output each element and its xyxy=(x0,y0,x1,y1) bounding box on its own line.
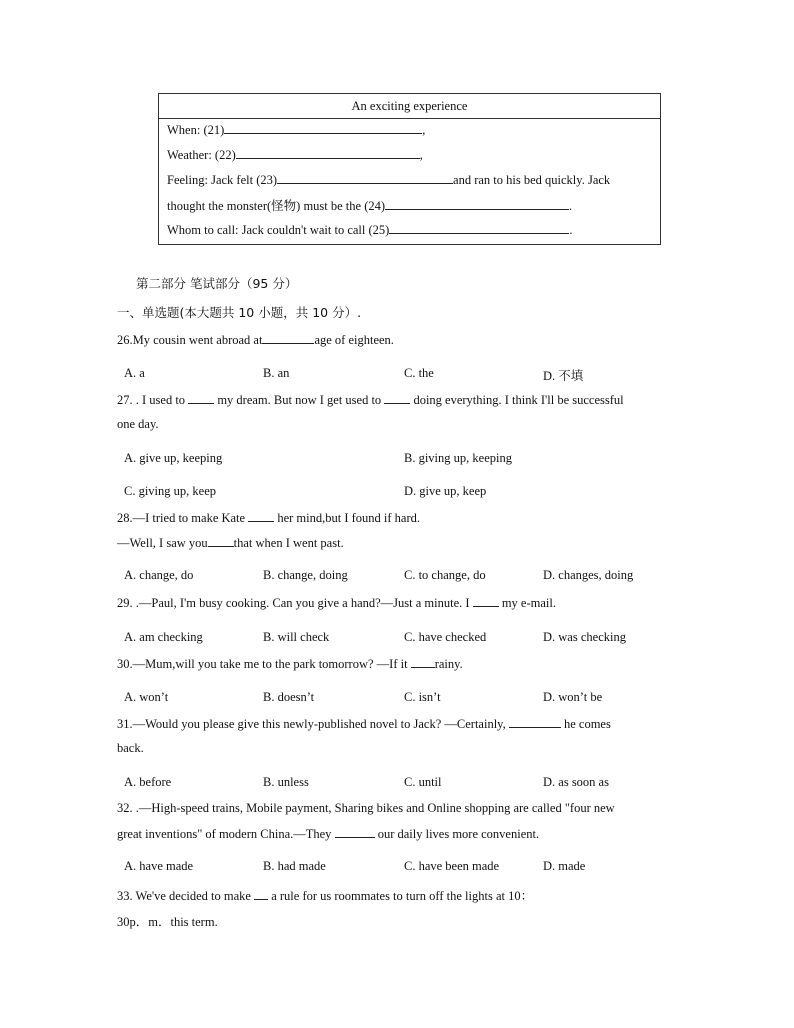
answer-blank-23[interactable] xyxy=(277,172,453,184)
question-31-stem xyxy=(117,716,611,732)
table-row-feeling-cont xyxy=(167,196,572,214)
q28-option-a[interactable]: A. change, do xyxy=(124,568,194,582)
stem-text: 33. We've decided to make xyxy=(117,889,251,903)
q30-option-c[interactable]: C. isn’t xyxy=(404,690,441,704)
question-27-stem xyxy=(117,392,624,408)
q27-option-b[interactable]: B. giving up, keeping xyxy=(404,451,512,465)
q29-option-a[interactable]: A. am checking xyxy=(124,630,203,644)
stem-text: 27. . I used to xyxy=(117,393,186,407)
q27-option-a[interactable]: A. give up, keeping xyxy=(124,451,223,465)
table-row-feeling xyxy=(167,172,610,188)
question-26-stem xyxy=(117,332,394,348)
q30-option-d[interactable]: D. won’t be xyxy=(543,690,603,704)
q32-option-b[interactable]: B. had made xyxy=(263,859,326,873)
question-28-stem xyxy=(117,510,420,526)
stem-text: my dream. But now I get used to xyxy=(217,393,382,407)
stem-text: age of eighteen. xyxy=(314,333,394,347)
row-label: When: (21) xyxy=(167,123,225,137)
stem-text: 29. .—Paul, I'm busy cooking. Can you give a hand?—Just a minute. I xyxy=(117,596,470,610)
question-32-stem: 32. .—High-speed trains, Mobile payment, Sharing bikes and Online shopping are called "four new xyxy=(117,801,615,815)
row-label: Whom to call: Jack couldn't wait to call (25) xyxy=(167,223,390,237)
experience-table xyxy=(158,93,661,245)
question-33-stem xyxy=(117,886,533,904)
q31-option-a[interactable]: A. before xyxy=(124,775,172,789)
stem-text: that when I went past. xyxy=(233,536,344,550)
stem-text: rainy. xyxy=(434,657,463,671)
stem-text: great inventions" of modern China.—They xyxy=(117,827,332,841)
question-28-stem-cont xyxy=(117,535,344,551)
answer-blank[interactable] xyxy=(248,510,274,522)
q32-option-c[interactable]: C. have been made xyxy=(404,859,500,873)
question-33-stem-cont: 30p．m．this term. xyxy=(117,915,218,929)
row-punct: . xyxy=(569,223,573,237)
stem-text: 28.—I tried to make Kate xyxy=(117,511,246,525)
answer-blank-22[interactable] xyxy=(236,147,420,159)
stem-text: 30.—Mum,will you take me to the park tomorrow? —If it xyxy=(117,657,408,671)
q26-option-d[interactable]: D. 不填 xyxy=(543,369,584,383)
question-29-stem xyxy=(117,595,556,611)
stem-text: doing everything. I think I'll be successful xyxy=(413,393,624,407)
question-32-stem-cont xyxy=(117,826,539,842)
q30-option-b[interactable]: B. doesn’t xyxy=(263,690,315,704)
stem-text: a rule for us roommates to turn off the lights at 10： xyxy=(271,889,534,903)
part2-heading: 第二部分 笔试部分（95 分） xyxy=(136,276,298,291)
row-label: Feeling: Jack felt (23) xyxy=(167,173,278,187)
table-row-when xyxy=(167,122,425,138)
answer-blank-24[interactable] xyxy=(385,198,569,210)
row-label: Weather: (22) xyxy=(167,148,236,162)
table-row-call xyxy=(167,222,572,238)
answer-blank[interactable] xyxy=(262,332,314,344)
stem-text: he comes xyxy=(563,717,611,731)
q30-option-a[interactable]: A. won’t xyxy=(124,690,169,704)
answer-blank-25[interactable] xyxy=(389,222,569,234)
q29-option-d[interactable]: D. was checking xyxy=(543,630,626,644)
answer-blank[interactable] xyxy=(188,392,214,404)
q26-option-b[interactable]: B. an xyxy=(263,366,290,380)
q26-option-c[interactable]: C. the xyxy=(404,366,434,380)
answer-blank[interactable] xyxy=(208,535,234,547)
row-text: thought the monster(怪物) must be the (24) xyxy=(167,199,386,213)
question-27-stem-cont: one day. xyxy=(117,417,159,431)
stem-text: our daily lives more convenient. xyxy=(377,827,540,841)
row-punct: , xyxy=(419,148,423,162)
q32-option-a[interactable]: A. have made xyxy=(124,859,194,873)
answer-blank[interactable] xyxy=(384,392,410,404)
table-title: An exciting experience xyxy=(159,94,660,119)
row-punct: . xyxy=(569,199,573,213)
q32-option-d[interactable]: D. made xyxy=(543,859,586,873)
q31-option-c[interactable]: C. until xyxy=(404,775,442,789)
q28-option-c[interactable]: C. to change, do xyxy=(404,568,486,582)
stem-text: her mind,but I found if hard. xyxy=(277,511,421,525)
stem-text: 31.—Would you please give this newly-published novel to Jack? —Certainly, xyxy=(117,717,506,731)
q31-option-d[interactable]: D. as soon as xyxy=(543,775,609,789)
question-31-stem-cont: back. xyxy=(117,741,144,755)
answer-blank[interactable] xyxy=(254,888,268,900)
question-30-stem xyxy=(117,656,463,672)
stem-text: my e-mail. xyxy=(501,596,556,610)
q27-option-d[interactable]: D. give up, keep xyxy=(404,484,487,498)
answer-blank[interactable] xyxy=(473,595,499,607)
row-text: and ran to his bed quickly. Jack xyxy=(453,173,611,187)
stem-text: —Well, I saw you xyxy=(117,536,208,550)
q26-option-a[interactable]: A. a xyxy=(124,366,145,380)
q28-option-b[interactable]: B. change, doing xyxy=(263,568,348,582)
stem-text: 26.My cousin went abroad at xyxy=(117,333,263,347)
section1-heading: 一、单选题(本大题共 10 小题，共 10 分）. xyxy=(117,305,362,320)
q29-option-c[interactable]: C. have checked xyxy=(404,630,487,644)
row-punct: , xyxy=(422,123,426,137)
q27-option-c[interactable]: C. giving up, keep xyxy=(124,484,217,498)
answer-blank[interactable] xyxy=(509,716,561,728)
q29-option-b[interactable]: B. will check xyxy=(263,630,330,644)
q31-option-b[interactable]: B. unless xyxy=(263,775,309,789)
answer-blank-21[interactable] xyxy=(224,122,422,134)
answer-blank[interactable] xyxy=(335,826,375,838)
answer-blank[interactable] xyxy=(411,656,435,668)
q28-option-d[interactable]: D. changes, doing xyxy=(543,568,634,582)
table-row-weather xyxy=(167,147,423,163)
